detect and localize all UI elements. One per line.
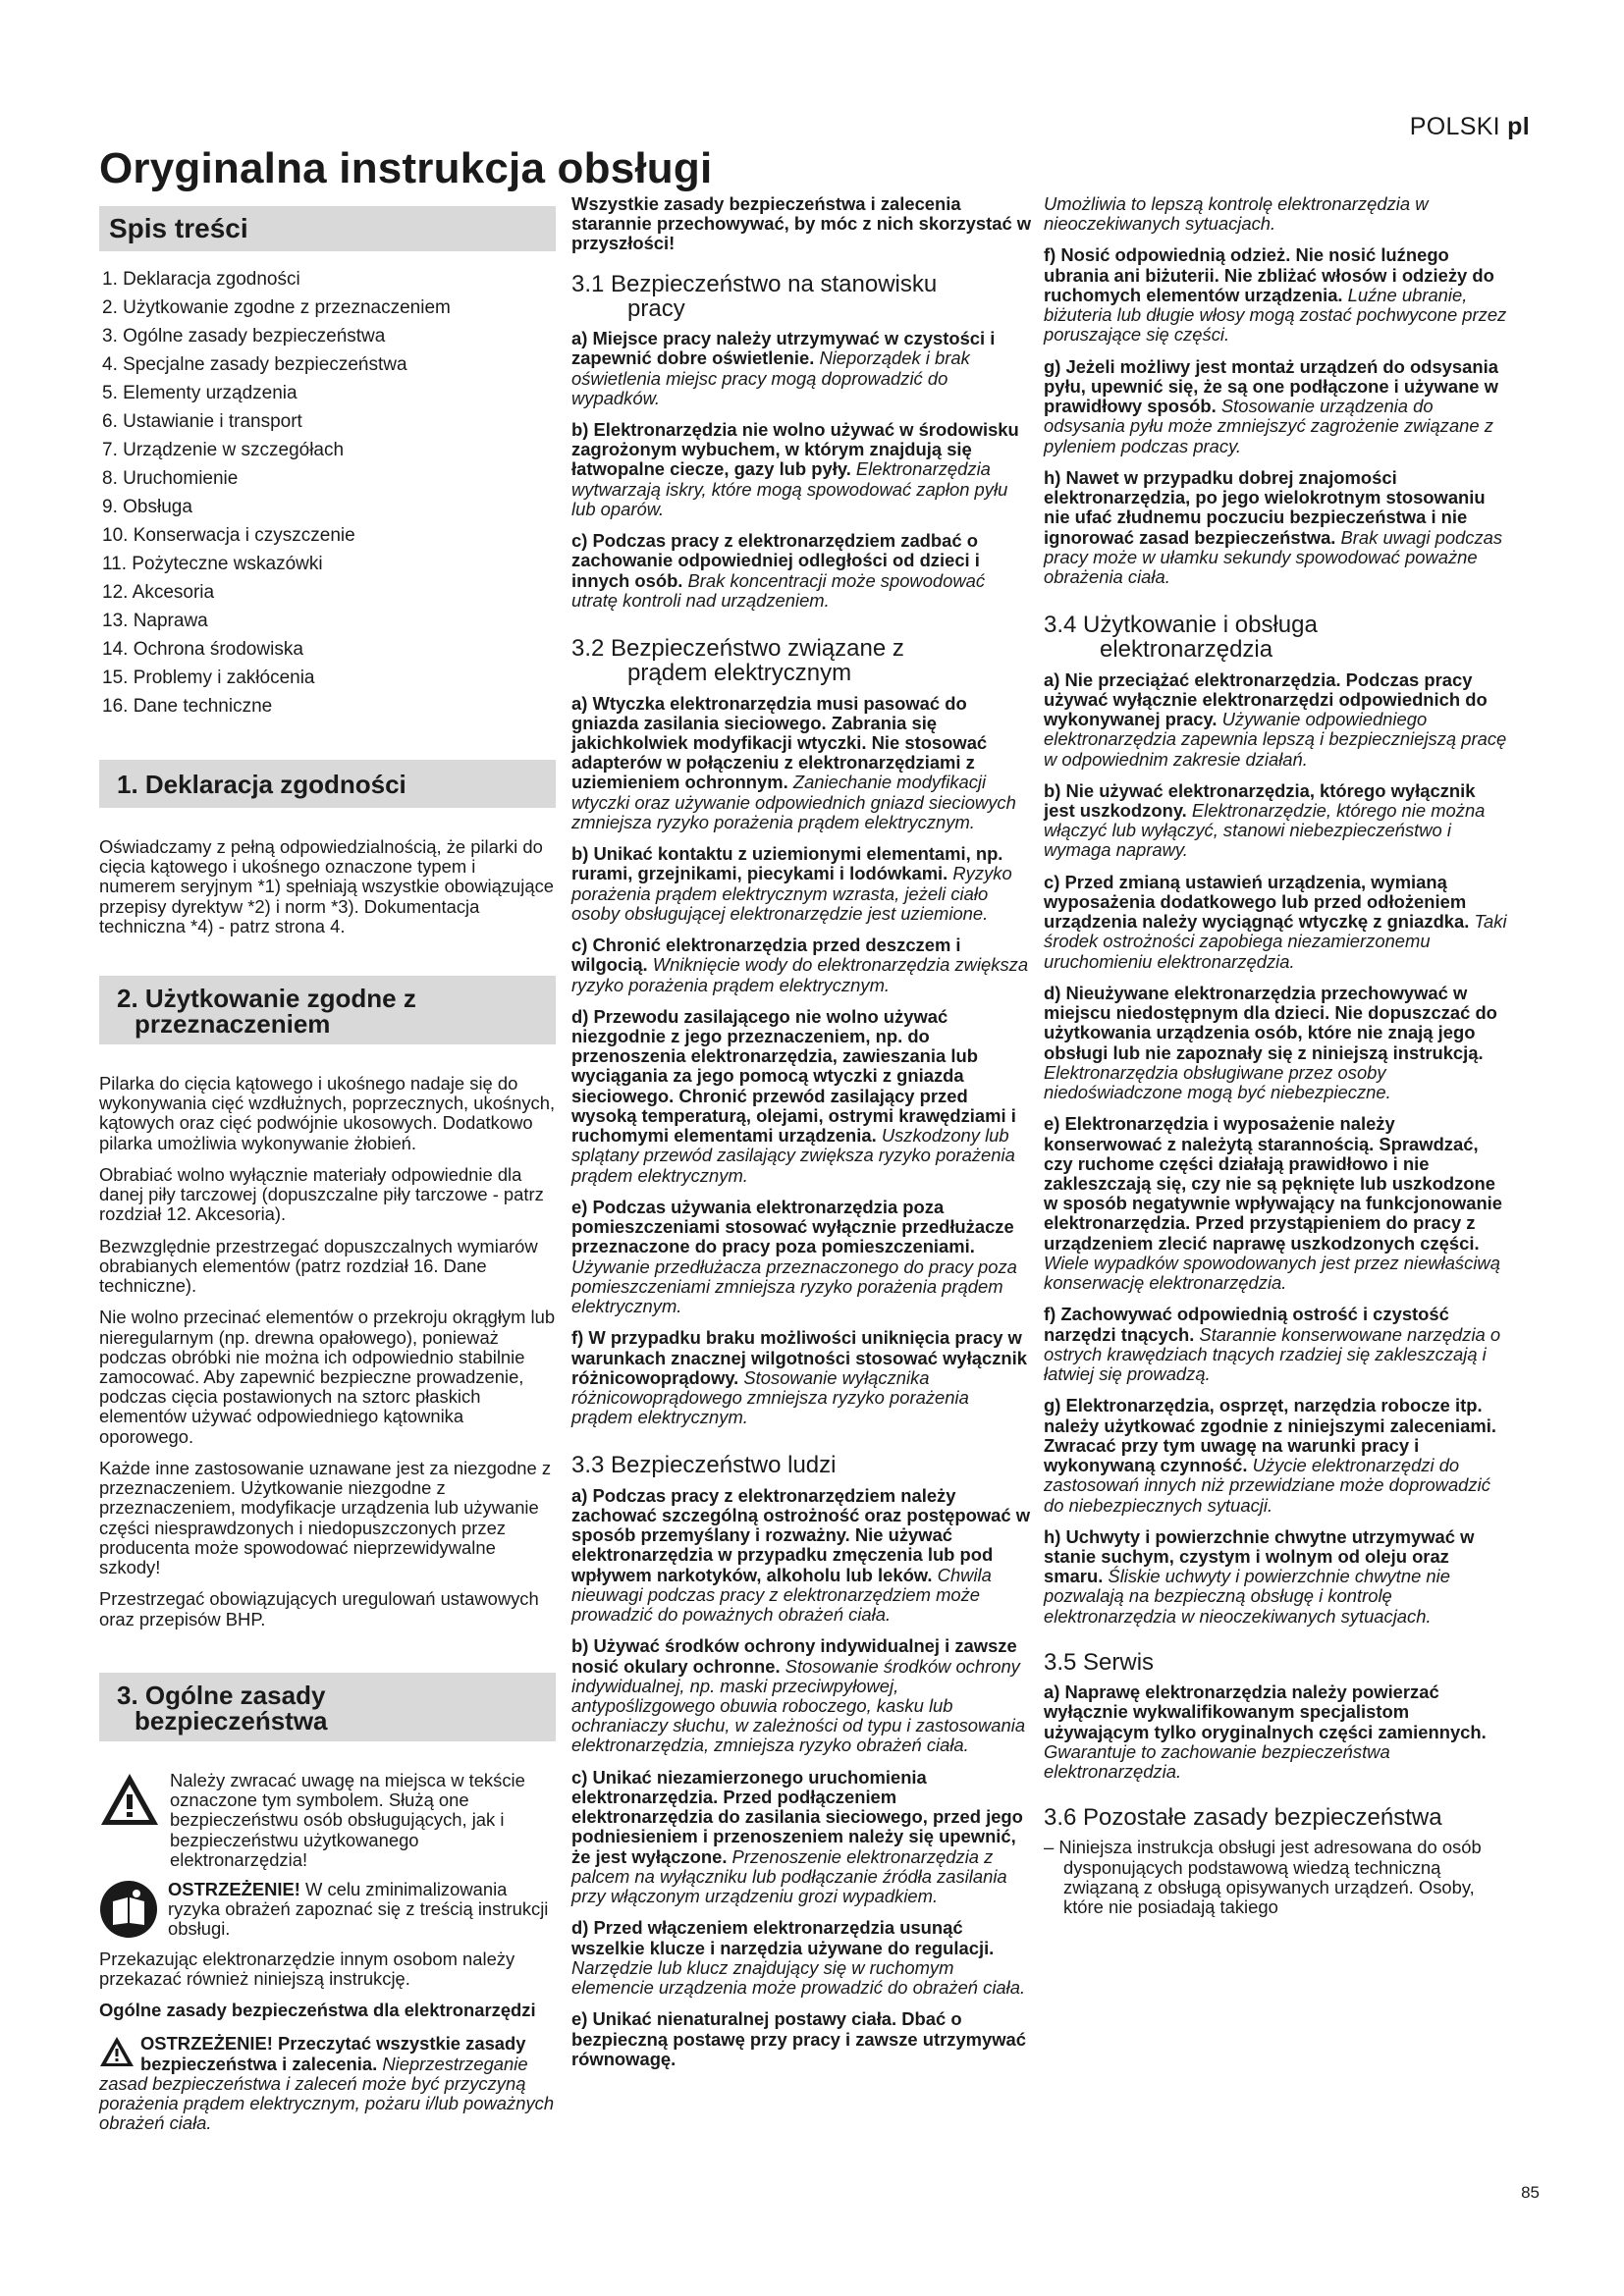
- section-1-heading: 1. Deklaracja zgodności: [99, 760, 556, 808]
- column-right: [1044, 194, 1510, 1917]
- read-all-warning: OSTRZEŻENIE! Przeczytać wszystkie zasady bezpieczeństwa i zalecenia. Nieprzestrzeganie zasad bezpieczeństwa i zaleceń może być przyczyną porażenia prądem elektrycznym, pożaru i/lub poważnych obrażeń ciała.: [99, 2033, 555, 2134]
- paragraph: f) Zachowywać odpowiednią ostrość i czystość narzędzi tnących. Starannie konserwowane narzędzia o ostrych krawędziach tnących rzadziej się zakleszczają i łatwiej się prowadzą.: [1044, 1304, 1501, 1385]
- paragraph: d) Nieużywane elektronarzędzia przechowywać w miejscu niedostępnym dla dzieci. Nie dopuszczać do użytkowania urządzenia osób, które nie znają jego obsługi lub nie zapoznały się z niniejszą instrukcją. Elektronarzędzia obsługiwane przez osoby niedoświadczone mogą być niebezpieczne.: [1044, 982, 1497, 1103]
- paragraph: Oświadczamy z pełną odpowiedzialnością, że pilarki do cięcia kątowego i ukośnego oznaczone typem i numerem seryjnym *1) spełniają wszystkie obowiązujące przepisy dyrektyw *2) i norm *3). Dokumentacja techniczna *4) - patrz strona 4.: [99, 835, 555, 936]
- toc-item[interactable]: 3. Ogólne zasady bezpieczeństwa: [102, 325, 386, 347]
- toc-item[interactable]: 9. Obsługa: [102, 496, 192, 517]
- paragraph: a) Naprawę elektronarzędzia należy powierzać wyłącznie wykwalifikowanym specjalistom używającym tylko oryginalnych części zamiennych. Gwarantuje to zachowanie bezpieczeństwa elektronarzędzia.: [1044, 1682, 1487, 1783]
- toc-item[interactable]: 16. Dane techniczne: [102, 695, 273, 717]
- toc-item[interactable]: 8. Uruchomienie: [102, 467, 239, 489]
- paragraph: g) Jeżeli możliwy jest montaż urządzeń do odsysania pyłu, upewnić się, że są one podłączone i używane w prawidłowy sposób. Stosowanie urządzenia do odsysania pyłu może zmniejszyć zagrożenie związane z pyleniem podczas pracy.: [1044, 355, 1498, 456]
- paragraph: Wszystkie zasady bezpieczeństwa i zalecenia starannie przechowywać, by móc z nich skorzystać w przyszłości!: [571, 193, 1032, 254]
- column-left: [99, 194, 556, 2134]
- general-rules-heading: Ogólne zasady bezpieczeństwa dla elektronarzędzi: [99, 2000, 536, 2021]
- paragraph: a) Nie przeciążać elektronarzędzia. Podczas pracy używać wyłącznie elektronarzędzi odpowiednich do wykonywanej pracy. Używanie odpowiedniego elektronarzędzia zapewnia lepszą i bezpieczniejszą pracę w odpowiednim zakresie działań.: [1044, 668, 1507, 770]
- paragraph: h) Uchwyty i powierzchnie chwytne utrzymywać w stanie suchym, czystym i wolnym od oleju oraz smaru. Śliskie uchwyty i powierzchnie chwytne nie pozwalają na bezpieczną obsługę i kontrolę elektronarzędzia w nieoczekiwanych sytuacjach.: [1044, 1525, 1475, 1627]
- section-3-2-heading: 3.2 Bezpieczeństwo związane z prądem elektrycznym: [571, 635, 904, 687]
- warning-triangle-icon: [99, 1771, 160, 1828]
- column-middle: [571, 194, 1033, 2081]
- paragraph: a) Podczas pracy z elektronarzędziem należy zachować szczególną ostrożność oraz postępować w sposób przemyślany i rozważny. Nie używać elektronarzędzia w przypadku zmęczenia lub pod wpływem narkotyków, alkoholu lub leków. Chwila nieuwagi podczas pracy z elektronarzędziem może prowadzić do poważnych obrażeń ciała.: [571, 1484, 1031, 1626]
- paragraph: d) Przewodu zasilającego nie wolno używać niezgodnie z jego przeznaczeniem, np. do przenoszenia elektronarzędzia, zawieszania lub wyciągania za jego pomocą wtyczki z gniazda sieciowego. Chronić przewód zasilający przed wysoką temperaturą, olejami, ostrymi krawędziami i ruchomymi elementami urządzenia. Uszkodzony lub splątany przewód zasilający zwiększa ryzyko porażenia prądem elektrycznym.: [571, 1005, 1016, 1186]
- read-manual-warning: [99, 1880, 556, 1940]
- warning-symbol-note: [99, 1771, 556, 1870]
- paragraph: Przekazując elektronarzędzie innym osobom należy przekazać również niniejszą instrukcję.: [99, 1948, 515, 1989]
- paragraph: Umożliwia to lepszą kontrolę elektronarzędzia w nieoczekiwanych sytuacjach.: [1044, 193, 1429, 235]
- toc-item[interactable]: 5. Elementy urządzenia: [102, 382, 298, 403]
- paragraph: Pilarka do cięcia kątowego i ukośnego nadaje się do wykonywania cięć wzdłużnych, poprzecznych, ukośnych, kątowych oraz cięć podwójnie ukosowych. Dodatkowo pilarka umożliwia wykonywanie żłobień.: [99, 1072, 556, 1153]
- section-3-3-heading: 3.3 Bezpieczeństwo ludzi: [571, 1452, 837, 1479]
- paragraph: OSTRZEŻENIE! W celu zminimalizowania ryzyka obrażeń zapoznać się z treścią instrukcji obsługi.: [168, 1879, 549, 1940]
- page-title: Oryginalna instrukcja obsługi: [99, 144, 713, 192]
- toc-item[interactable]: 1. Deklaracja zgodności: [102, 268, 300, 290]
- paragraph: a) Miejsce pracy należy utrzymywać w czystości i zapewnić dobre oświetlenie. Nieporządek i brak oświetlenia miejsc pracy mogą doprowadzić do wypadków.: [571, 328, 996, 408]
- paragraph: e) Podczas używania elektronarzędzia poza pomieszczeniami stosować wyłącznie przedłużacze przeznaczone do pracy poza pomieszczeniami. Używanie przedłużacza przeznaczonego do pracy poza pomieszczeniami zmniejsza ryzyko porażenia prądem elektrycznym.: [571, 1196, 1017, 1317]
- paragraph: h) Nawet w przypadku dobrej znajomości elektronarzędzia, po jego wielokrotnym stosowaniu nie ufać złudnemu poczuciu bezpieczeństwa i nie ignorować zasad bezpieczeństwa. Brak uwagi podczas pracy może w ułamku sekundy spowodować poważne obrażenia ciała.: [1044, 466, 1503, 587]
- toc-item[interactable]: 15. Problemy i zakłócenia: [102, 667, 315, 688]
- toc-heading: Spis treści: [99, 206, 556, 251]
- paragraph: e) Elektronarzędzia i wyposażenie należy konserwować z należytą starannością. Sprawdzać, czy ruchome części działają prawidłowo i nie zakleszczają się, czy nie są pęknięte lub uszkodzone w sposób negatywnie wpływający na funkcjonowanie elektronarzędzia. Przed przystąpieniem do pracy z urządzeniem zlecić naprawę uszkodzonych części. Wiele wypadków spowodowanych jest przez niewłaściwą konserwację elektronarzędzia.: [1044, 1113, 1503, 1294]
- language-header: POLSKI pl: [1409, 113, 1530, 140]
- toc-item[interactable]: 11. Pożyteczne wskazówki: [102, 553, 323, 574]
- paragraph: g) Elektronarzędzia, osprzęt, narzędzia robocze itp. należy użytkować zgodnie z niniejszymi zaleceniami. Zwracać przy tym uwagę na warunki pracy i wykonywaną czynność. Użycie elektronarzędzi do zastosowań innych niż przewidziane może doprowadzić do niebezpiecznych sytuacji.: [1044, 1395, 1496, 1516]
- paragraph: Bezwzględnie przestrzegać dopuszczalnych wymiarów obrabianych elementów (patrz rozdział 16. Dane techniczne).: [99, 1235, 538, 1297]
- paragraph: f) Nosić odpowiednią odzież. Nie nosić luźnego ubrania ani biżuterii. Nie zbliżać włosów i odzieży do ruchomych elementów urządzenia. Luźne ubranie, biżuteria lub długie włosy mogą zostać pochwycone przez poruszające się części.: [1044, 244, 1507, 346]
- list-item: – Niniejsza instrukcja obsługi jest adresowana do osób dysponujących podstawową wiedzą techniczną związaną z obsługą opisywanych urządzeń. Osoby, które nie posiadają takiego: [1044, 1837, 1482, 1918]
- section-2-heading: 2. Użytkowanie zgodne z przeznaczeniem: [99, 976, 556, 1044]
- page-number: 85: [1521, 2183, 1540, 2202]
- toc-item[interactable]: 14. Ochrona środowiska: [102, 638, 303, 660]
- toc-item[interactable]: 13. Naprawa: [102, 610, 208, 631]
- section-3-6-heading: 3.6 Pozostałe zasady bezpieczeństwa: [1044, 1804, 1442, 1832]
- section-3-5-heading: 3.5 Serwis: [1044, 1648, 1155, 1676]
- paragraph: d) Przed włączeniem elektronarzędzia usunąć wszelkie klucze i narzędzia używane do regulacji. Narzędzie lub klucz znajdujący się w ruchomym elemencie urządzenia może prowadzić do obrażeń ciała.: [571, 1917, 1026, 1999]
- paragraph: Nie wolno przecinać elementów o przekroju okrągłym lub nieregularnym (np. drewna opałowego), ponieważ podczas obróbki nie można ich odpowiednio stabilnie zamocować. Aby zapewnić bezpieczne prowadzenie, podczas cięcia postawionych na sztorc płaskich elementów używać odpowiedniego kątownika oporowego.: [99, 1307, 556, 1447]
- paragraph: b) Unikać kontaktu z uziemionymi elementami, np. rurami, grzejnikami, piecykami i lodówkami. Ryzyko porażenia prądem elektrycznym wzrasta, jeżeli ciało osoby obsługującej elektronarzędzie jest uziemione.: [571, 843, 1012, 924]
- paragraph: c) Unikać niezamierzonego uruchomienia elektronarzędzia. Przed podłączeniem elektronarzędzia do zasilania sieciowego, przed jego podniesieniem i przenoszeniem należy się upewnić, że jest wyłączone. Przenoszenie elektronarzędzia z palcem na wyłączniku lub podłączanie źródła zasilania przy włączonym urządzeniu grozi wypadkiem.: [571, 1766, 1023, 1907]
- paragraph: Należy zwracać uwagę na miejsca w tekście oznaczone tym symbolem. Służą one bezpieczeństwu osób obsługujących, jak i bezpieczeństwu użytkowanego elektronarzędzia!: [170, 1769, 525, 1870]
- paragraph: c) Przed zmianą ustawień urządzenia, wymianą wyposażenia dodatkowego lub przed odłożeniem urządzenia należy wyciągnąć wtyczkę z gniazdka. Taki środek ostrożności zapobiega niezamierzonemu uruchomieniu elektronarzędzia.: [1044, 871, 1507, 972]
- toc-item[interactable]: 12. Akcesoria: [102, 581, 215, 603]
- section-3-4-heading: 3.4 Użytkowanie i obsługa elektronarzędzia: [1044, 612, 1318, 664]
- rules-list: [1044, 1838, 1510, 1917]
- section-3-heading: 3. Ogólne zasady bezpieczeństwa: [99, 1673, 556, 1741]
- paragraph: f) W przypadku braku możliwości uniknięcia pracy w warunkach znacznej wilgotności stosować wyłącznik różnicowoprądowy. Stosowanie wyłącznika różnicowoprądowego zmniejsza ryzyko porażenia prądem elektrycznym.: [571, 1327, 1027, 1428]
- toc-item[interactable]: 2. Użytkowanie zgodne z przeznaczeniem: [102, 296, 451, 318]
- read-manual-icon: [99, 1880, 158, 1939]
- paragraph: Obrabiać wolno wyłącznie materiały odpowiednie dla danej piły tarczowej (dopuszczalne piły tarczowe - patrz rozdział 12. Akcesoria).: [99, 1163, 544, 1225]
- paragraph: c) Chronić elektronarzędzia przed deszczem i wilgocią. Wniknięcie wody do elektronarzędzia zwiększa ryzyko porażenia prądem elektrycznym.: [571, 934, 1029, 995]
- toc-list: [99, 265, 556, 721]
- paragraph: Każde inne zastosowanie uznawane jest za niezgodne z przeznaczeniem. Użytkowanie niezgodne z przeznaczeniem, modyfikacje urządzenia lub używanie części niesprawdzonych i niedopuszczonych przez producenta może spowodować nieprzewidywalne szkody!: [99, 1457, 552, 1578]
- warning-triangle-icon: [99, 2036, 135, 2067]
- paragraph: b) Używać środków ochrony indywidualnej i zawsze nosić okulary ochronne. Stosowanie środków ochrony indywidualnej, np. maski przeciwpyłowej, antypoślizgowego obuwia roboczego, kasku lub ochraniaczy słuchu, w zależności od typu i zastosowania elektronarzędzia, zmniejsza ryzyko obrażeń ciała.: [571, 1635, 1026, 1756]
- toc-item[interactable]: 6. Ustawianie i transport: [102, 410, 302, 432]
- toc-item[interactable]: 7. Urządzenie w szczegółach: [102, 439, 345, 460]
- paragraph: a) Wtyczka elektronarzędzia musi pasować do gniazda zasilania sieciowego. Zabrania się jakichkolwiek modyfikacji wtyczki. Nie stosować adapterów w połączeniu z elektronarzędziami z uziemieniem ochronnym. Zaniechanie modyfikacji wtyczki oraz używanie odpowiednich gniazd sieciowych zmniejsza ryzyko porażenia prądem elektrycznym.: [571, 692, 1016, 832]
- toc-item[interactable]: 4. Specjalne zasady bezpieczeństwa: [102, 353, 407, 375]
- section-3-1-heading: 3.1 Bezpieczeństwo na stanowisku pracy: [571, 270, 938, 322]
- paragraph: Przestrzegać obowiązujących uregulowań ustawowych oraz przepisów BHP.: [99, 1588, 539, 1629]
- paragraph: c) Podczas pracy z elektronarzędziem zadbać o zachowanie odpowiedniej odległości od dzieci i innych osób. Brak koncentracji może spowodować utratę kontroli nad urządzeniem.: [571, 530, 986, 611]
- toc-item[interactable]: 10. Konserwacja i czyszczenie: [102, 524, 355, 546]
- paragraph: b) Elektronarzędzia nie wolno używać w środowisku zagrożonym wybuchem, w którym znajdują się łatwopalne ciecze, gazy lub pyły. Elektronarzędzia wytwarzają iskry, które mogą spowodować zapłon pyłu lub oparów.: [571, 419, 1019, 519]
- paragraph: e) Unikać nienaturalnej postawy ciała. Dbać o bezpieczną postawę przy pracy i zawsze utrzymywać równowagę.: [571, 2008, 1027, 2069]
- paragraph: b) Nie używać elektronarzędzia, którego wyłącznik jest uszkodzony. Elektronarzędzie, którego nie można włączyć lub wyłączyć, stanowi niebezpieczeństwo i wymaga naprawy.: [1044, 779, 1486, 861]
